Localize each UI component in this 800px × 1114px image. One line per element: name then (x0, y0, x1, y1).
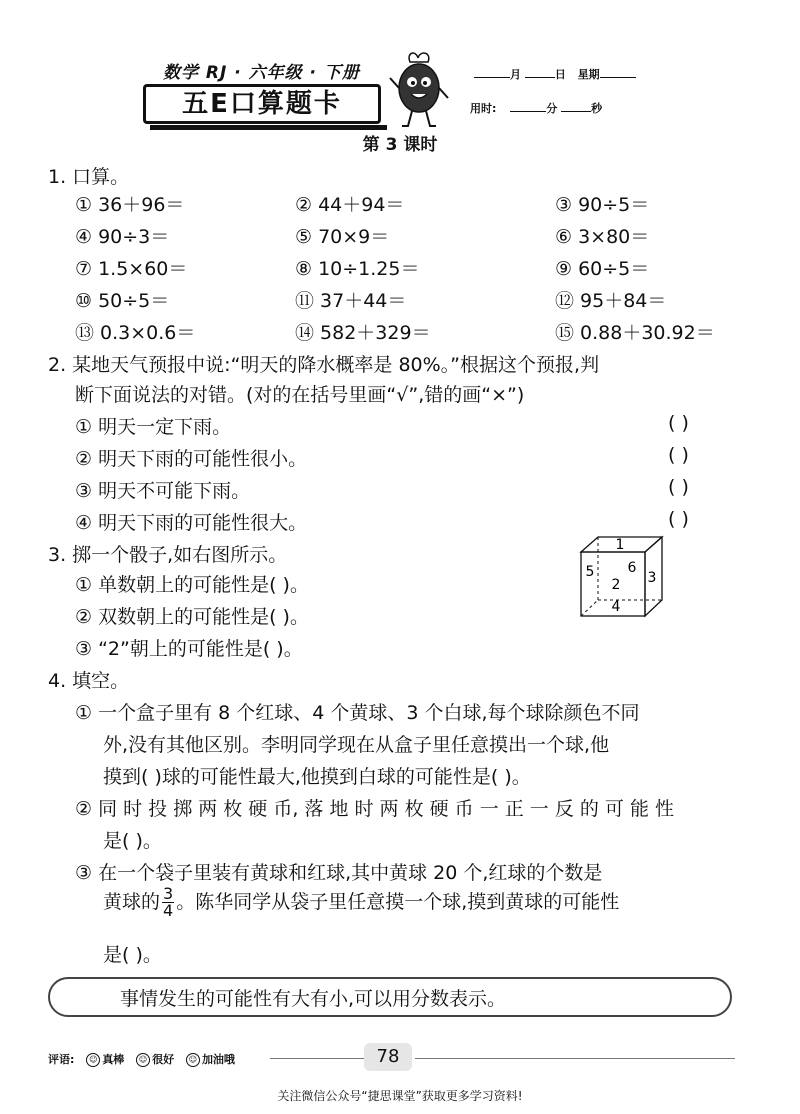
calc-item: ⑥ 3×80＝ (555, 226, 650, 248)
calc-item: ⑬ 0.3×0.6＝ (75, 322, 196, 344)
q4-part3-line1: ③ 在一个袋子里装有黄球和红球,其中黄球 20 个,红球的个数是 (75, 862, 603, 884)
calc-item: ① 36＋96＝ (75, 194, 185, 216)
rating-option: 真棒 (102, 1053, 125, 1066)
footer-note: 关注微信公众号“捷思课堂”获取更多学习资料! (277, 1089, 523, 1103)
q4-part3-text: 黄球的 (103, 891, 161, 913)
prob-item: ① 单数朝上的可能性是( )。 (75, 574, 309, 596)
die-diagram (578, 534, 668, 624)
answer-paren[interactable]: ( ) (668, 412, 689, 434)
q4-part3-text: 。陈华同学从袋子里任意摸一个球,摸到黄球的可能性 (176, 891, 620, 913)
answer-paren[interactable]: ( ) (668, 444, 689, 466)
lesson-title: 第 3 课时 (362, 135, 438, 155)
smiley-icon: ☺ (186, 1053, 200, 1067)
month-label: 月 (510, 68, 521, 81)
second-label: 秒 (591, 102, 603, 115)
calc-item: ⑦ 1.5×60＝ (75, 258, 188, 280)
q4-part2-line1: ② 同 时 投 掷 两 枚 硬 币, 落 地 时 两 枚 硬 币 一 正 一 反 的 可 能 性 (75, 798, 674, 820)
weekday-label: 星期 (577, 68, 600, 81)
q2-line2: 断下面说法的对错。(对的在括号里画“√”,错的画“×”) (75, 384, 525, 406)
rating-label: 评语: (48, 1053, 75, 1066)
die-face-label: 1 (615, 537, 625, 553)
calc-item: ⑨ 60÷5＝ (555, 258, 650, 280)
die-face-label: 4 (611, 599, 621, 615)
day-label: 日 (554, 68, 566, 81)
footer-divider (415, 1058, 735, 1059)
time-label: 用时: (470, 102, 497, 115)
calc-item: ⑧ 10÷1.25＝ (295, 258, 420, 280)
fraction-numerator: 3 (163, 884, 174, 903)
q4-part3-line3: 是( )。 (103, 944, 162, 966)
calc-item: ③ 90÷5＝ (555, 194, 650, 216)
worksheet-title: 五E口算题卡 (143, 84, 381, 124)
calc-item: ⑭ 582＋329＝ (295, 322, 431, 344)
q4-part1-line1: ① 一个盒子里有 8 个红球、4 个黄球、3 个白球,每个球除颜色不同 (75, 702, 640, 724)
die-face-label: 3 (647, 570, 657, 586)
subject-label: 数学 RJ · 六年级 · 下册 (163, 63, 360, 83)
q4-part1-line3: 摸到( )球的可能性最大,他摸到白球的可能性是( )。 (103, 766, 531, 788)
q4-heading: 4. 填空。 (48, 670, 130, 692)
time-line (470, 100, 602, 116)
fraction (162, 886, 174, 919)
q1-heading: 1. 口算。 (48, 166, 130, 188)
q3-heading: 3. 掷一个骰子,如右图所示。 (48, 544, 288, 566)
die-face-label: 5 (585, 564, 595, 580)
judge-item: ③ 明天不可能下雨。 (75, 480, 251, 502)
footer-divider (270, 1058, 365, 1059)
judge-item: ② 明天下雨的可能性很小。 (75, 448, 308, 470)
date-line (474, 66, 636, 82)
calc-item: ⑮ 0.88＋30.92＝ (555, 322, 715, 344)
fraction-denominator: 4 (163, 901, 174, 920)
smiley-icon: ☺ (86, 1053, 100, 1067)
rating-option: 很好 (152, 1053, 175, 1066)
q4-part1-line2: 外,没有其他区别。李明同学现在从盒子里任意摸出一个球,他 (103, 734, 610, 756)
calc-item: ⑩ 50÷5＝ (75, 290, 170, 312)
die-face-label: 2 (611, 577, 621, 593)
die-face-label: 6 (627, 560, 637, 576)
mascot-icon (388, 48, 450, 130)
q4-part2-line2: 是( )。 (103, 830, 162, 852)
answer-paren[interactable]: ( ) (668, 508, 689, 530)
rating-bar (48, 1051, 235, 1067)
smiley-icon: ☺ (136, 1053, 150, 1067)
rating-option: 加油哦 (201, 1053, 235, 1066)
judge-item: ① 明天一定下雨。 (75, 416, 232, 438)
calc-item: ④ 90÷3＝ (75, 226, 170, 248)
judge-item: ④ 明天下雨的可能性很大。 (75, 512, 308, 534)
summary-box: 事情发生的可能性有大有小,可以用分数表示。 (48, 977, 732, 1017)
prob-item: ③ “2”朝上的可能性是( )。 (75, 638, 303, 660)
page-number: 78 (364, 1043, 412, 1071)
minute-label: 分 (546, 102, 558, 115)
q4-part3-line2 (103, 886, 619, 919)
calc-item: ⑫ 95＋84＝ (555, 290, 667, 312)
q2-line1: 2. 某地天气预报中说:“明天的降水概率是 80%。”根据这个预报,判 (48, 354, 600, 376)
prob-item: ② 双数朝上的可能性是( )。 (75, 606, 309, 628)
calc-item: ② 44＋94＝ (295, 194, 405, 216)
calc-item: ⑪ 37＋44＝ (295, 290, 407, 312)
calc-item: ⑤ 70×9＝ (295, 226, 390, 248)
answer-paren[interactable]: ( ) (668, 476, 689, 498)
